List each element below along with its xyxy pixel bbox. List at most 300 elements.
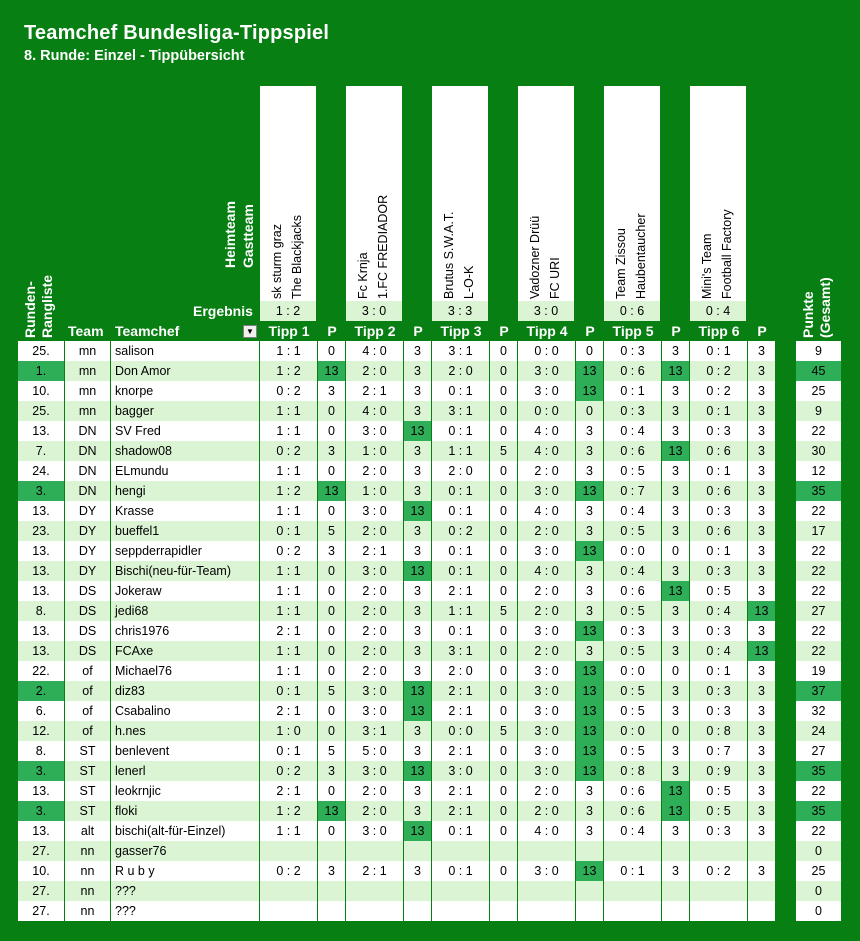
runden-label-line: Runden- [22,281,38,338]
points-cell: 3 [662,561,689,581]
points-cell [748,841,775,861]
tipp-cell: 2 : 0 [432,361,489,381]
game-result: 0 : 6 [604,301,660,321]
points-cell: 3 [662,421,689,441]
rank-cell: 27. [18,841,64,861]
team-cell: nn [65,861,110,881]
runden-rangliste-label [22,275,56,338]
tipp-cell: 1 : 1 [260,641,317,661]
rank-cell: 10. [18,861,64,881]
tipp-cell: 2 : 1 [432,681,489,701]
tipp-cell: 2 : 1 [260,781,317,801]
teamchef-cell: Michael76 [111,661,259,681]
rank-cell: 22. [18,661,64,681]
tipp-cell [260,901,317,921]
tipp-cell [346,841,403,861]
tipp-cell: 0 : 9 [690,761,747,781]
teamchef-cell: jedi68 [111,601,259,621]
table-row [0,581,860,601]
points-cell: 3 [576,801,603,821]
tipp-column-header: Tipp 5 [612,323,654,339]
tipp-cell: 3 : 0 [518,701,575,721]
points-cell: 3 [748,421,775,441]
table-row [0,621,860,641]
home-team-name: Team Zissou [614,228,628,299]
team-cell: DN [65,441,110,461]
tipp-cell: 3 : 0 [518,361,575,381]
points-cell: 0 [318,341,345,361]
points-cell: 3 [748,581,775,601]
tipp-cell: 0 : 1 [260,681,317,701]
points-column-header: P [757,323,767,339]
gastteam-label: Gastteam [240,204,256,268]
page-subtitle: 8. Runde: Einzel - Tippübersicht [24,48,245,64]
tipp-cell: 0 : 3 [690,501,747,521]
tipp-column-header: Tipp 3 [440,323,482,339]
team-cell: DY [65,561,110,581]
tipp-cell: 3 : 0 [518,541,575,561]
points-cell: 3 [748,741,775,761]
total-points-cell: 22 [796,421,841,441]
page-title: Teamchef Bundesliga-Tippspiel [24,22,330,44]
points-cell: 3 [404,481,431,501]
team-cell: DS [65,581,110,601]
gesamt-label-line: (Gesamt) [817,277,833,338]
table-row [0,561,860,581]
table-row [0,861,860,881]
table-row [0,681,860,701]
teamchef-cell: Bischi(neu-für-Team) [111,561,259,581]
points-cell [576,881,603,901]
tipp-cell: 0 : 2 [260,861,317,881]
tipp-cell: 4 : 0 [346,401,403,421]
points-cell: 3 [404,621,431,641]
points-cell: 13 [576,541,603,561]
points-cell: 3 [662,701,689,721]
game-header-4 [518,86,574,301]
teamchef-cell: knorpe [111,381,259,401]
points-cell: 3 [576,561,603,581]
points-cell: 0 [490,641,517,661]
tipp-cell: 0 : 3 [690,561,747,581]
points-cell: 0 [662,661,689,681]
rank-cell: 13. [18,501,64,521]
points-cell: 13 [318,801,345,821]
team-cell: mn [65,341,110,361]
points-cell: 3 [404,641,431,661]
tipp-cell: 3 : 0 [432,761,489,781]
points-cell: 0 [490,401,517,421]
total-points-cell: 0 [796,901,841,921]
tipp-cell: 0 : 2 [432,521,489,541]
team-cell: DY [65,501,110,521]
table-row [0,361,860,381]
total-points-cell: 24 [796,721,841,741]
points-cell [748,901,775,921]
tipp-cell: 0 : 2 [690,861,747,881]
away-team-name: FC URI [548,257,562,299]
tipp-cell: 3 : 0 [346,761,403,781]
tipp-column-header: Tipp 6 [698,323,740,339]
tipp-cell: 1 : 1 [260,821,317,841]
rank-cell: 13. [18,561,64,581]
teamchef-cell: ELmundu [111,461,259,481]
points-cell: 3 [662,621,689,641]
away-team-name: Haubentaucher [634,213,648,299]
tipp-cell: 3 : 0 [518,381,575,401]
points-cell: 3 [576,501,603,521]
tipp-cell: 2 : 1 [346,541,403,561]
points-cell: 0 [318,721,345,741]
points-cell [318,881,345,901]
team-cell: of [65,721,110,741]
teamchef-cell: Jokeraw [111,581,259,601]
tipp-cell: 0 : 0 [604,721,661,741]
points-cell: 3 [748,721,775,741]
tipp-cell: 2 : 0 [518,781,575,801]
tipp-cell [604,901,661,921]
points-cell: 0 [490,521,517,541]
ergebnis-label: Ergebnis [193,303,253,319]
points-cell: 0 [318,581,345,601]
points-cell: 0 [318,421,345,441]
total-points-cell: 27 [796,741,841,761]
tipp-cell: 0 : 6 [690,481,747,501]
tipp-cell [260,881,317,901]
points-cell: 3 [748,661,775,681]
tipp-column-header: Tipp 1 [268,323,310,339]
points-cell: 13 [662,361,689,381]
points-cell: 3 [404,581,431,601]
tipp-cell: 2 : 0 [346,361,403,381]
points-cell: 3 [662,601,689,621]
rank-cell: 2. [18,681,64,701]
tipp-cell [690,841,747,861]
tipp-cell: 0 : 1 [432,621,489,641]
points-cell: 13 [318,481,345,501]
total-points-cell: 35 [796,801,841,821]
points-cell: 13 [662,581,689,601]
points-cell: 3 [404,601,431,621]
teamchef-cell: diz83 [111,681,259,701]
tipp-cell: 0 : 3 [690,421,747,441]
points-cell: 3 [748,361,775,381]
points-cell: 0 [318,701,345,721]
tipp-cell: 2 : 0 [518,601,575,621]
tipp-cell: 3 : 0 [346,681,403,701]
teamchef-column-header: Teamchef [115,323,180,339]
points-cell [576,901,603,921]
points-cell: 3 [748,441,775,461]
teamchef-cell: Don Amor [111,361,259,381]
table-row [0,801,860,821]
points-cell: 0 [662,721,689,741]
tipp-cell: 0 : 4 [690,641,747,661]
points-cell [490,901,517,921]
rank-cell: 13. [18,541,64,561]
tipp-cell: 1 : 1 [260,401,317,421]
points-cell [404,901,431,921]
tipp-cell: 0 : 5 [690,801,747,821]
tipp-cell [260,841,317,861]
teamchef-cell: lenerl [111,761,259,781]
tipp-cell: 0 : 2 [260,761,317,781]
tipp-cell: 0 : 1 [432,501,489,521]
tipp-cell: 4 : 0 [518,501,575,521]
total-points-cell: 12 [796,461,841,481]
tipp-cell [432,881,489,901]
tipp-cell: 3 : 0 [518,681,575,701]
table-row [0,461,860,481]
points-cell [662,881,689,901]
team-cell: ST [65,801,110,821]
total-points-cell: 22 [796,541,841,561]
tipp-cell [518,901,575,921]
points-cell: 3 [748,701,775,721]
team-cell: DN [65,421,110,441]
filter-dropdown-button[interactable] [243,325,257,338]
points-cell: 5 [490,721,517,741]
tipp-cell [518,881,575,901]
tipp-cell: 3 : 1 [432,341,489,361]
away-team-name: Football Factory [720,209,734,299]
points-cell: 3 [318,861,345,881]
rank-cell: 13. [18,581,64,601]
tipp-cell: 0 : 1 [432,481,489,501]
punkte-gesamt-label [800,277,834,338]
tipp-cell: 2 : 0 [346,581,403,601]
team-cell: of [65,681,110,701]
tipp-cell: 0 : 1 [604,381,661,401]
team-cell: DS [65,601,110,621]
tipp-cell: 2 : 0 [346,621,403,641]
total-points-cell: 22 [796,821,841,841]
tipp-cell: 2 : 0 [518,641,575,661]
points-cell: 5 [490,601,517,621]
tipp-cell: 4 : 0 [518,561,575,581]
total-points-cell: 0 [796,881,841,901]
points-cell [490,881,517,901]
tipp-cell: 0 : 6 [604,361,661,381]
tipp-cell: 3 : 0 [518,861,575,881]
teamchef-cell: h.nes [111,721,259,741]
rank-cell: 25. [18,341,64,361]
tipp-cell: 1 : 1 [260,341,317,361]
points-cell: 3 [576,521,603,541]
rank-cell: 13. [18,821,64,841]
tipp-cell: 0 : 2 [260,541,317,561]
tipp-cell: 2 : 0 [518,581,575,601]
points-cell: 13 [404,761,431,781]
tipp-cell: 1 : 2 [260,801,317,821]
total-points-cell: 17 [796,521,841,541]
table-row [0,641,860,661]
points-cell: 3 [576,821,603,841]
tipp-cell: 0 : 2 [690,361,747,381]
tipp-cell [432,841,489,861]
tipp-cell: 0 : 4 [604,501,661,521]
game-result: 3 : 0 [518,301,574,321]
home-team-name: Brutus S.W.A.T. [442,211,456,299]
team-cell: ST [65,761,110,781]
tipp-cell: 3 : 0 [346,501,403,521]
points-cell: 3 [404,741,431,761]
game-header-3 [432,86,488,301]
points-cell: 13 [662,781,689,801]
teamchef-cell: benlevent [111,741,259,761]
rank-cell: 10. [18,381,64,401]
points-cell [318,901,345,921]
points-cell: 3 [662,741,689,761]
points-cell: 3 [318,541,345,561]
tipp-cell [432,901,489,921]
tipp-cell: 1 : 2 [260,361,317,381]
points-cell: 3 [662,761,689,781]
points-cell: 3 [404,861,431,881]
tipp-cell: 0 : 3 [604,401,661,421]
tipp-column-header: Tipp 4 [526,323,568,339]
tipp-cell: 0 : 1 [690,461,747,481]
points-cell: 3 [318,381,345,401]
tipp-cell: 0 : 6 [690,441,747,461]
points-cell: 3 [576,601,603,621]
points-cell: 13 [576,681,603,701]
points-cell: 0 [490,861,517,881]
tipp-cell: 0 : 3 [690,821,747,841]
points-cell: 13 [576,381,603,401]
table-row [0,781,860,801]
punkte-label-line: Punkte [800,291,816,338]
tipp-cell: 1 : 1 [260,421,317,441]
points-cell: 0 [490,421,517,441]
tipp-cell: 2 : 0 [518,521,575,541]
tipp-cell: 1 : 1 [260,661,317,681]
points-cell: 3 [404,401,431,421]
tipp-cell: 2 : 0 [346,661,403,681]
team-cell: DS [65,641,110,661]
points-cell: 0 [490,681,517,701]
home-team-name: Fc Krnja [356,252,370,299]
teamchef-cell: gasser76 [111,841,259,861]
tipp-cell: 4 : 0 [346,341,403,361]
team-cell: alt [65,821,110,841]
tipp-cell: 2 : 0 [346,461,403,481]
tipp-cell: 0 : 1 [432,381,489,401]
total-points-cell: 25 [796,861,841,881]
teamchef-cell: FCAxe [111,641,259,661]
points-cell: 3 [748,561,775,581]
tipp-cell [690,881,747,901]
game-header-2 [346,86,402,301]
table-row [0,481,860,501]
tipp-cell: 3 : 1 [346,721,403,741]
total-points-cell: 22 [796,621,841,641]
points-cell: 3 [576,781,603,801]
team-cell: ST [65,741,110,761]
points-cell: 3 [404,461,431,481]
team-cell: mn [65,401,110,421]
tipp-cell: 1 : 0 [346,481,403,501]
rank-cell: 24. [18,461,64,481]
tipp-cell: 2 : 1 [432,801,489,821]
points-cell: 13 [576,621,603,641]
team-cell: DN [65,481,110,501]
points-cell: 3 [404,381,431,401]
points-cell: 0 [318,561,345,581]
total-points-cell: 35 [796,481,841,501]
tipp-cell [346,901,403,921]
points-cell: 0 [490,821,517,841]
points-cell: 3 [576,461,603,481]
points-cell: 0 [318,781,345,801]
points-cell: 0 [318,501,345,521]
points-cell: 0 [490,801,517,821]
tipp-cell: 0 : 0 [604,661,661,681]
points-cell [748,881,775,901]
tipp-cell [604,841,661,861]
points-cell: 3 [404,721,431,741]
points-cell: 3 [662,501,689,521]
points-cell: 13 [404,501,431,521]
tipp-cell: 0 : 5 [604,701,661,721]
tipp-cell: 0 : 5 [690,581,747,601]
teamchef-cell: seppderrapidler [111,541,259,561]
teamchef-cell: bagger [111,401,259,421]
points-cell: 3 [748,861,775,881]
team-cell: nn [65,841,110,861]
points-cell: 3 [748,681,775,701]
rank-cell: 7. [18,441,64,461]
points-cell: 0 [490,561,517,581]
rank-cell: 13. [18,421,64,441]
points-cell: 13 [662,441,689,461]
points-cell: 3 [662,821,689,841]
tipp-cell [346,881,403,901]
tipp-cell: 0 : 3 [604,621,661,641]
home-team-name: sk sturm graz [270,223,284,299]
tipp-cell: 4 : 0 [518,421,575,441]
tipp-cell: 0 : 7 [604,481,661,501]
tipp-cell: 3 : 0 [518,661,575,681]
tipp-cell: 0 : 1 [432,861,489,881]
points-cell: 0 [662,541,689,561]
tipp-cell: 0 : 3 [604,341,661,361]
points-cell: 0 [490,741,517,761]
tipp-cell: 2 : 1 [260,621,317,641]
points-cell: 3 [318,761,345,781]
tipp-cell: 3 : 1 [432,641,489,661]
tipp-cell: 0 : 4 [604,421,661,441]
tipp-cell: 2 : 1 [346,861,403,881]
points-cell: 3 [662,681,689,701]
tipp-cell: 5 : 0 [346,741,403,761]
tipp-cell: 0 : 5 [604,681,661,701]
total-points-cell: 22 [796,581,841,601]
table-row [0,541,860,561]
away-team-name: L-O-K [462,265,476,299]
points-cell [490,841,517,861]
team-cell: DS [65,621,110,641]
total-points-cell: 22 [796,641,841,661]
tipp-cell: 0 : 1 [690,341,747,361]
team-cell: DY [65,541,110,561]
points-cell: 0 [576,401,603,421]
tipp-cell: 3 : 1 [432,401,489,421]
tipp-cell: 0 : 0 [604,541,661,561]
teamchef-cell: hengi [111,481,259,501]
points-cell: 13 [576,721,603,741]
tipp-cell: 0 : 5 [604,741,661,761]
